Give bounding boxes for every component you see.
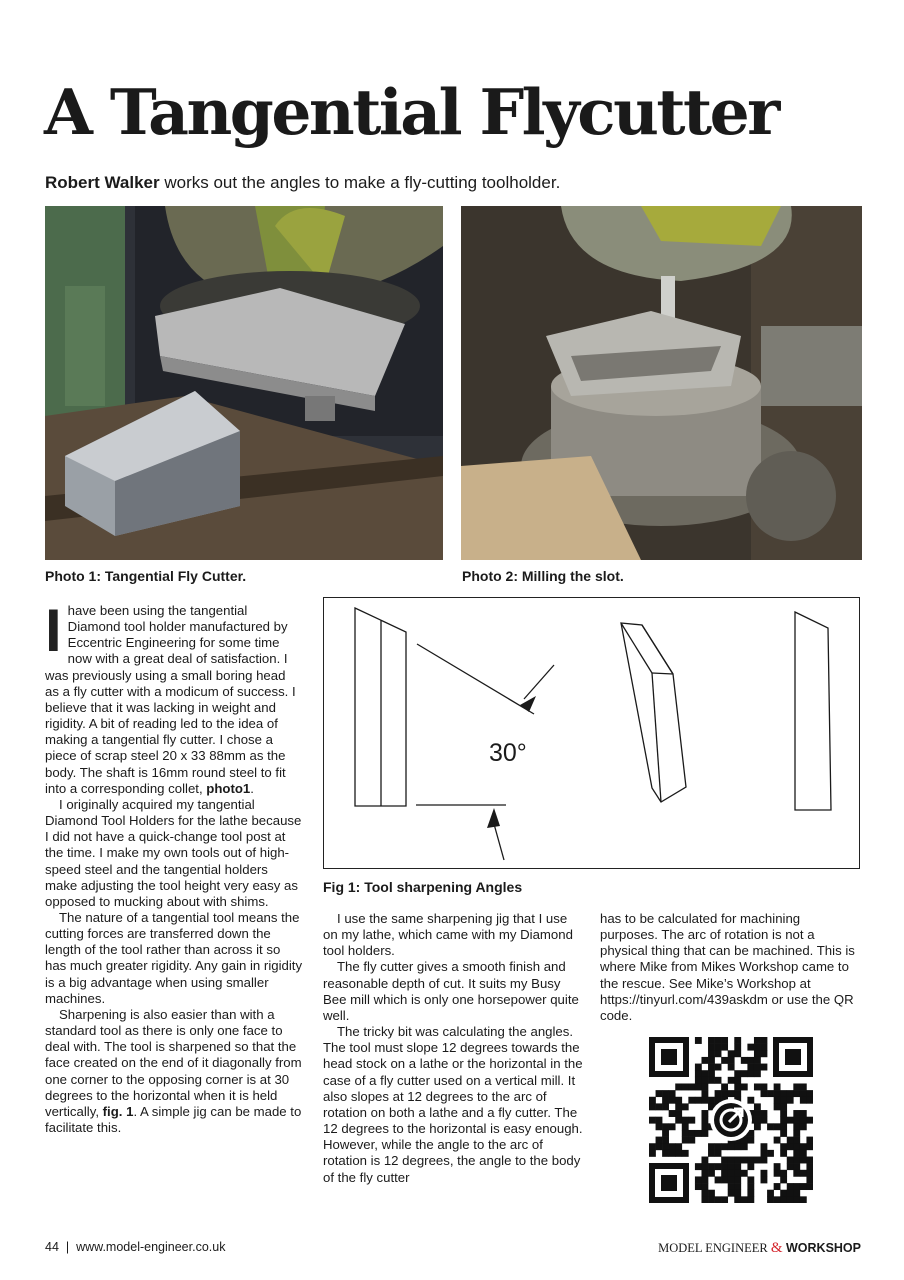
qr-module	[715, 1163, 722, 1170]
qr-module	[774, 1196, 781, 1203]
qr-module	[780, 1190, 787, 1197]
qr-module	[656, 1137, 663, 1144]
qr-module	[761, 1110, 768, 1117]
qr-module	[761, 1176, 768, 1183]
qr-module	[761, 1150, 768, 1157]
qr-module	[728, 1190, 735, 1197]
qr-module	[754, 1157, 761, 1164]
qr-module	[800, 1123, 807, 1130]
qr-module	[741, 1196, 748, 1203]
qr-module	[793, 1117, 800, 1124]
qr-module	[701, 1157, 708, 1164]
qr-module	[728, 1077, 735, 1084]
qr-module	[741, 1070, 748, 1077]
qr-module	[701, 1117, 708, 1124]
qr-module	[662, 1150, 669, 1157]
qr-module	[728, 1057, 735, 1064]
photo-1-image	[45, 206, 443, 560]
qr-module	[747, 1044, 754, 1051]
qr-module	[656, 1143, 663, 1150]
angle-label: 30°	[489, 739, 527, 767]
qr-module	[734, 1050, 741, 1057]
qr-module	[734, 1190, 741, 1197]
qr-module	[793, 1170, 800, 1177]
qr-module	[780, 1176, 787, 1183]
qr-module	[708, 1170, 715, 1177]
magazine-name: MODEL ENGINEER & WORKSHOP	[658, 1240, 861, 1256]
qr-module	[708, 1070, 715, 1077]
qr-module	[793, 1196, 800, 1203]
qr-module	[806, 1176, 813, 1183]
qr-module	[754, 1083, 761, 1090]
qr-module	[793, 1163, 800, 1170]
qr-module	[761, 1157, 768, 1164]
qr-module	[754, 1117, 761, 1124]
column-3	[600, 911, 858, 1024]
standfirst	[45, 173, 560, 193]
qr-module	[715, 1176, 722, 1183]
qr-module	[688, 1097, 695, 1104]
qr-module	[793, 1183, 800, 1190]
qr-module	[721, 1176, 728, 1183]
qr-module	[793, 1090, 800, 1097]
qr-module	[669, 1090, 676, 1097]
qr-module	[780, 1117, 787, 1124]
qr-module	[675, 1143, 682, 1150]
qr-module	[695, 1163, 702, 1170]
qr-module	[774, 1083, 781, 1090]
qr-module	[721, 1083, 728, 1090]
qr-module	[774, 1163, 781, 1170]
qr-module	[721, 1057, 728, 1064]
qr-module	[800, 1143, 807, 1150]
qr-module	[701, 1170, 708, 1177]
qr-module	[734, 1176, 741, 1183]
qr-module	[662, 1143, 669, 1150]
qr-module	[741, 1143, 748, 1150]
qr-module	[669, 1150, 676, 1157]
qr-module	[793, 1110, 800, 1117]
paragraph-3: The nature of a tangential tool means the cutting forces are transferred down the length of the tool rather than across it so has much greater rigidity. Any gain in rigidity is a big advantage when using smaller machines.	[45, 909, 303, 1006]
qr-module	[721, 1037, 728, 1044]
qr-module	[715, 1150, 722, 1157]
qr-module	[721, 1044, 728, 1051]
qr-module	[688, 1117, 695, 1124]
paragraph-8: has to be calculated for machining purposes. The arc of rotation is not a physical thing that can be machined. This is where Mike from Mikes Workshop came to the rescue. See Mike’s Workshop at https://tinyurl.com/439askdm or use the QR code.	[600, 911, 855, 1023]
qr-module	[669, 1110, 676, 1117]
photo-2-image	[461, 206, 862, 560]
fig-1-reference: fig. 1	[102, 1103, 134, 1119]
qr-module	[800, 1183, 807, 1190]
qr-module	[656, 1090, 663, 1097]
author-name: Robert Walker	[45, 173, 160, 192]
website-url[interactable]: www.model-engineer.co.uk	[76, 1240, 226, 1254]
paragraph-1: I have been using the tangential Diamond tool holder manufactured by Eccentric Engineering for some time now with a great deal of satisfaction. I was previously using a small boring head as a fly cutter with a modicum of success. I believe that it was lacking in weight and rigidity. A bit of reading led to the idea of making a tangential fly cutter. I chose a piece of scrap steel 20 x 33 88mm as the body. The shaft is 16mm round steel to fit into a corresponding collet, photo1.	[45, 597, 296, 796]
page-number: 44	[45, 1240, 59, 1254]
qr-module	[774, 1103, 781, 1110]
qr-module	[793, 1157, 800, 1164]
qr-module	[662, 1123, 669, 1130]
qr-module	[734, 1183, 741, 1190]
qr-module	[715, 1050, 722, 1057]
column-1	[45, 597, 303, 1136]
qr-module	[793, 1130, 800, 1137]
qr-module	[662, 1103, 669, 1110]
qr-module	[734, 1143, 741, 1150]
qr-module	[787, 1090, 794, 1097]
qr-module	[800, 1150, 807, 1157]
qr-module	[662, 1130, 669, 1137]
qr-module	[806, 1117, 813, 1124]
arrow-head-upper	[520, 696, 536, 712]
qr-module	[734, 1077, 741, 1084]
paragraph-4: Sharpening is also easier than with a standard tool as there is only one face to deal with. The tool is sharpened so that the face created on the end of it diagonally from one corner to the opposing corner is at 30 degrees to the horizontal when it is held vertically, fig. 1. A simple jig can be made to facilitate this.	[45, 1006, 302, 1135]
qr-module	[688, 1130, 695, 1137]
qr-module	[747, 1176, 754, 1183]
qr-module	[793, 1083, 800, 1090]
qr-module	[793, 1143, 800, 1150]
qr-module	[767, 1196, 774, 1203]
qr-module	[774, 1170, 781, 1177]
qr-module	[695, 1083, 702, 1090]
qr-module	[734, 1070, 741, 1077]
qr-module	[761, 1083, 768, 1090]
qr-module	[682, 1137, 689, 1144]
qr-module	[721, 1196, 728, 1203]
qr-module	[774, 1137, 781, 1144]
qr-module	[793, 1123, 800, 1130]
qr-module	[800, 1157, 807, 1164]
qr-module	[806, 1157, 813, 1164]
paragraph-2: I originally acquired my tangential Diamond Tool Holders for the lathe because I did not have a quick-change tool post at the time. I make my own tools out of high-speed steel and the tangential holders make adjusting the tool height very easy as opposed to mucking about with shims.	[45, 796, 302, 909]
standfirst-text: works out the angles to make a fly-cutting toolholder.	[159, 173, 561, 192]
qr-module	[708, 1143, 715, 1150]
qr-module	[701, 1097, 708, 1104]
qr-module	[675, 1117, 682, 1124]
drop-cap: I	[45, 597, 62, 664]
qr-module	[754, 1050, 761, 1057]
qr-module	[701, 1090, 708, 1097]
qr-module	[774, 1183, 781, 1190]
qr-module	[675, 1097, 682, 1104]
qr-module	[656, 1123, 663, 1130]
qr-module	[747, 1057, 754, 1064]
qr-module	[728, 1157, 735, 1164]
qr-module	[708, 1064, 715, 1071]
qr-module	[800, 1097, 807, 1104]
qr-module	[715, 1064, 722, 1071]
qr-module	[747, 1157, 754, 1164]
qr-module	[754, 1057, 761, 1064]
qr-module	[708, 1077, 715, 1084]
qr-module	[747, 1070, 754, 1077]
qr-module	[734, 1163, 741, 1170]
qr-module	[675, 1083, 682, 1090]
qr-module	[649, 1097, 656, 1104]
qr-module	[754, 1123, 761, 1130]
qr-module	[721, 1157, 728, 1164]
qr-module	[734, 1170, 741, 1177]
qr-module	[656, 1117, 663, 1124]
qr-module	[793, 1150, 800, 1157]
qr-module	[754, 1044, 761, 1051]
qr-module	[728, 1183, 735, 1190]
qr-module	[780, 1123, 787, 1130]
qr-module	[721, 1143, 728, 1150]
qr-module	[701, 1176, 708, 1183]
qr-module	[715, 1196, 722, 1203]
qr-module	[793, 1137, 800, 1144]
qr-module	[701, 1183, 708, 1190]
paragraph-5: I use the same sharpening jig that I use on my lathe, which came with my Diamond tool holders.	[323, 911, 573, 959]
qr-module	[761, 1170, 768, 1177]
qr-module	[675, 1150, 682, 1157]
qr-module	[767, 1090, 774, 1097]
qr-module	[754, 1110, 761, 1117]
qr-module	[708, 1044, 715, 1051]
qr-module	[787, 1190, 794, 1197]
qr-module	[695, 1077, 702, 1084]
qr-module	[806, 1097, 813, 1104]
qr-module	[800, 1110, 807, 1117]
qr-module	[806, 1090, 813, 1097]
qr-module	[656, 1103, 663, 1110]
qr-module	[761, 1044, 768, 1051]
qr-module	[767, 1190, 774, 1197]
qr-module	[695, 1130, 702, 1137]
qr-module	[734, 1090, 741, 1097]
qr-module	[669, 1123, 676, 1130]
qr-code[interactable]	[649, 1037, 813, 1208]
qr-module	[701, 1190, 708, 1197]
qr-module	[688, 1083, 695, 1090]
qr-module	[708, 1050, 715, 1057]
qr-module	[728, 1064, 735, 1071]
figure-1-caption: Fig 1: Tool sharpening Angles	[323, 879, 523, 895]
tool-isometric-view	[621, 623, 686, 802]
qr-module	[695, 1070, 702, 1077]
qr-module	[780, 1170, 787, 1177]
qr-module	[754, 1064, 761, 1071]
qr-module	[787, 1137, 794, 1144]
qr-module	[721, 1163, 728, 1170]
qr-module	[747, 1190, 754, 1197]
qr-module	[780, 1150, 787, 1157]
qr-module	[708, 1163, 715, 1170]
qr-module	[761, 1037, 768, 1044]
qr-module	[747, 1097, 754, 1104]
qr-module	[701, 1163, 708, 1170]
qr-module	[747, 1163, 754, 1170]
qr-module	[780, 1090, 787, 1097]
qr-module	[780, 1097, 787, 1104]
qr-module	[728, 1163, 735, 1170]
qr-module	[787, 1183, 794, 1190]
qr-module	[800, 1196, 807, 1203]
qr-module	[701, 1123, 708, 1130]
qr-module	[662, 1097, 669, 1104]
qr-module	[649, 1103, 656, 1110]
qr-module	[695, 1037, 702, 1044]
qr-module	[721, 1090, 728, 1097]
qr-module	[800, 1170, 807, 1177]
qr-module	[761, 1090, 768, 1097]
qr-module	[728, 1050, 735, 1057]
qr-module	[806, 1183, 813, 1190]
qr-module	[708, 1037, 715, 1044]
qr-module	[715, 1044, 722, 1051]
qr-module	[741, 1083, 748, 1090]
qr-module	[708, 1097, 715, 1104]
qr-module	[695, 1183, 702, 1190]
paragraph-7: The tricky bit was calculating the angles. The tool must slope 12 degrees towards the head stock on a lathe or the horizontal in the case of a fly cutter used on a vertical mill. It also slopes at 12 degrees to the arc of rotation on both a lathe and a fly cutter. The 12 degrees to the horizontal is easy enough. However, while the angle to the arc of rotation is 12 degrees, the angle to the body of the fly cutter	[323, 1024, 583, 1185]
qr-module	[675, 1103, 682, 1110]
qr-module	[780, 1143, 787, 1150]
qr-module	[662, 1137, 669, 1144]
qr-module	[793, 1190, 800, 1197]
qr-module	[669, 1143, 676, 1150]
qr-module	[741, 1170, 748, 1177]
qr-module	[728, 1143, 735, 1150]
qr-module	[728, 1176, 735, 1183]
qr-module	[708, 1150, 715, 1157]
qr-module	[715, 1143, 722, 1150]
qr-module	[787, 1097, 794, 1104]
qr-module	[688, 1137, 695, 1144]
qr-module	[754, 1070, 761, 1077]
qr-module	[754, 1103, 761, 1110]
qr-module	[695, 1176, 702, 1183]
qr-module	[669, 1097, 676, 1104]
qr-module	[767, 1123, 774, 1130]
qr-module	[780, 1130, 787, 1137]
qr-module	[787, 1143, 794, 1150]
qr-module	[701, 1057, 708, 1064]
qr-module	[780, 1103, 787, 1110]
qr-module	[741, 1057, 748, 1064]
qr-module	[695, 1064, 702, 1071]
qr-module	[787, 1157, 794, 1164]
qr-module	[806, 1170, 813, 1177]
qr-module	[787, 1196, 794, 1203]
qr-module	[682, 1103, 689, 1110]
arrow-head-lower	[487, 808, 500, 828]
qr-module	[649, 1143, 656, 1150]
photo-2-caption: Photo 2: Milling the slot.	[462, 568, 624, 584]
qr-module	[780, 1196, 787, 1203]
qr-module	[761, 1143, 768, 1150]
qr-module	[774, 1097, 781, 1104]
paragraph-6: The fly cutter gives a smooth finish and reasonable depth of cut. It suits my Busy Bee mill which is only one horsepower quite well.	[323, 959, 579, 1023]
qr-module	[734, 1037, 741, 1044]
qr-module	[708, 1196, 715, 1203]
qr-module	[761, 1064, 768, 1071]
article-title: A Tangential Flycutter	[44, 75, 778, 149]
qr-module	[708, 1190, 715, 1197]
qr-module	[682, 1117, 689, 1124]
qr-module	[734, 1083, 741, 1090]
qr-module	[747, 1064, 754, 1071]
qr-module	[734, 1196, 741, 1203]
qr-module	[682, 1083, 689, 1090]
qr-module	[682, 1123, 689, 1130]
qr-module	[800, 1117, 807, 1124]
qr-module	[662, 1090, 669, 1097]
qr-module	[754, 1037, 761, 1044]
qr-module	[715, 1037, 722, 1044]
qr-module	[774, 1123, 781, 1130]
qr-module	[715, 1077, 722, 1084]
qr-module	[747, 1183, 754, 1190]
qr-module	[761, 1117, 768, 1124]
qr-module	[701, 1110, 708, 1117]
qr-module	[701, 1130, 708, 1137]
qr-module	[682, 1130, 689, 1137]
qr-module	[701, 1070, 708, 1077]
qr-module	[806, 1137, 813, 1144]
qr-module	[780, 1110, 787, 1117]
qr-module	[734, 1044, 741, 1051]
qr-module	[682, 1150, 689, 1157]
column-2	[323, 911, 585, 1186]
figure-1-diagram	[323, 597, 860, 869]
qr-module	[715, 1090, 722, 1097]
qr-module	[741, 1157, 748, 1164]
qr-module	[728, 1170, 735, 1177]
tool-side-view	[795, 612, 831, 810]
qr-module	[800, 1090, 807, 1097]
qr-module	[701, 1196, 708, 1203]
qr-module	[701, 1083, 708, 1090]
qr-module	[675, 1110, 682, 1117]
qr-module	[728, 1090, 735, 1097]
qr-module	[708, 1057, 715, 1064]
photo-1-caption: Photo 1: Tangential Fly Cutter.	[45, 568, 247, 584]
qr-module	[767, 1150, 774, 1157]
qr-module	[787, 1163, 794, 1170]
qr-module	[734, 1157, 741, 1164]
qr-module	[806, 1163, 813, 1170]
qr-module	[787, 1117, 794, 1124]
qr-module	[806, 1143, 813, 1150]
qr-module	[761, 1050, 768, 1057]
qr-module	[800, 1083, 807, 1090]
photo-1-reference: photo1	[206, 780, 251, 796]
qr-module	[649, 1117, 656, 1124]
qr-module	[747, 1137, 754, 1144]
qr-module	[649, 1150, 656, 1157]
qr-module	[721, 1170, 728, 1177]
footer-left: 44 | www.model-engineer.co.uk	[45, 1240, 226, 1254]
qr-module	[747, 1196, 754, 1203]
qr-module	[695, 1097, 702, 1104]
qr-module	[701, 1077, 708, 1084]
qr-module	[774, 1090, 781, 1097]
